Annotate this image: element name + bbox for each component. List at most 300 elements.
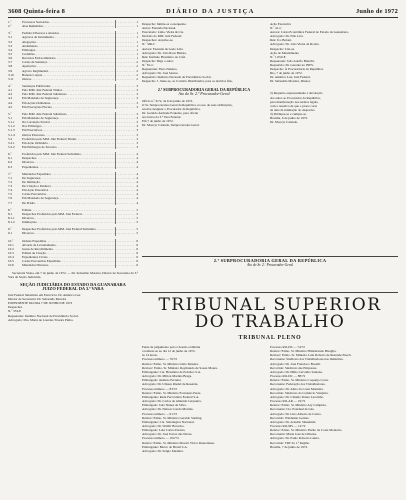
index-block	[8, 208, 138, 225]
pauta-line: Processo número — 76/72	[142, 357, 178, 362]
notice-line: Réu: Ivo Beloni.	[270, 38, 292, 43]
index-row-title: Atas Remetidas	[22, 24, 43, 29]
notice-line: Requerente: João Adolfo Bianchi.	[270, 58, 315, 63]
act-line: para manifestação nos termos legais,	[270, 99, 319, 104]
pauta-line: Relator: Exmo. Sr. Ministro Lima Teixeira.	[142, 361, 199, 366]
index-block	[8, 152, 138, 169]
notice-line: Despacho: Intime-se a exequente.	[142, 22, 187, 26]
pauta-line: Revisor: Exmo. Sr. Ministro Luiz Roberto de Rezende Puech.	[270, 353, 352, 358]
index-row-number: 3.6	[8, 56, 13, 61]
section-line: N.º 353-E	[8, 309, 22, 314]
index-row-page: 2	[136, 76, 138, 81]
section-line: Advogado: Dra. Maria de Lourdes Taveira Pinho.	[8, 317, 74, 322]
index-row-title: Habeas Corpus	[22, 72, 43, 77]
section-line: Juiz Federal Substituto em Exercício: Dr. Américo Luz	[8, 293, 81, 298]
index-row-number: 3.10	[8, 72, 14, 77]
index-row-number: 4.º	[8, 83, 12, 88]
index-page-rule	[115, 112, 116, 149]
index-row-page: 4	[136, 196, 138, 201]
index-row-title: Expedientes Cíveis	[22, 255, 48, 260]
index-row-title: Outros Pareceres	[22, 132, 45, 137]
index-row-page: 2	[136, 60, 138, 65]
index-row-number: 8.1.2	[8, 220, 15, 225]
pauta-line: Processo número — 102/72	[142, 436, 179, 441]
index-page-rule	[115, 84, 116, 109]
act-line: Ofício n.º 6/72, de 6 de junho de 1972.	[142, 98, 194, 103]
act-line: 3) Publique-se e cumpra-se.	[270, 111, 307, 116]
index-row-number: 4.3	[8, 96, 13, 101]
notice-line: Decisão do MM. Juiz Federal:	[142, 34, 183, 39]
tst-title: TRIBUNAL SUPERIOR DO TRABALHO	[158, 295, 382, 332]
index-row-title: Recursos Extraordinários	[22, 56, 56, 61]
index-row-page: 4	[136, 184, 138, 189]
secretaria-notice: Secretaria Viana, em 7 de junho de 1972. — Dr. Sebastião Moreira, Diretor de Secretaria da 3.ª Vara da Seção Judiciária.	[8, 270, 138, 279]
header-page-date: 3608 Quinta-feira 8	[8, 7, 66, 15]
index-row-title: Em Mandado de Segurança	[22, 196, 59, 201]
index-row-page: 1	[136, 31, 138, 36]
notice-line: Autora: Fazenda de Gado Ltda.	[142, 46, 184, 51]
act-line: Brasília, 6 de junho de 1972.	[270, 115, 308, 120]
pauta-line: Advogado: Dr. Hélio Carvalho Santana.	[270, 369, 323, 374]
index-row-number: 10.1	[8, 242, 14, 247]
pauta-line: Processo RO-DC — 88/72	[270, 374, 306, 379]
index-row-page: 1	[136, 51, 138, 56]
index-row-page: 4	[136, 179, 138, 184]
index-row-page: 6	[136, 246, 138, 251]
index-row-title: Nos Embargos	[22, 124, 42, 129]
tst-pauta-left	[142, 345, 266, 453]
index-row-page: 3	[136, 136, 138, 141]
right-column	[270, 20, 398, 124]
section-line: Despachos	[8, 305, 23, 310]
index-block	[8, 84, 138, 109]
index-row-title: Outros	[22, 76, 31, 81]
index-row-title: Em Ação Ordinária	[22, 140, 48, 145]
index-row-page: 6	[136, 238, 138, 243]
index-page-rule	[115, 20, 116, 28]
index-row-number: 3.1	[8, 35, 13, 40]
index-row-number: 5.1.1	[8, 120, 15, 125]
act-line: nos feitos da 3.ª Vara Federal.	[142, 114, 182, 119]
notice-line: N.º 1.050-E	[270, 54, 286, 59]
index-row-page: 1	[136, 35, 138, 40]
index-row-number: 10.2	[8, 246, 14, 251]
pauta-line: Recorrido: Sindicato do Comércio Varejista.	[270, 390, 329, 395]
index-row-page: 1	[136, 24, 138, 29]
index-row-number: 5.1	[8, 115, 13, 120]
index-row-number: 3.5	[8, 51, 13, 56]
index-row-leader	[56, 145, 135, 149]
index-block	[8, 20, 138, 28]
pauta-line: Advogado: Dr. José Francisco Boselli.	[270, 361, 321, 366]
index-row-title: Em Ações Ordinárias	[22, 100, 51, 105]
index-row-page: 6	[136, 259, 138, 264]
index-row-number: 7.7	[8, 200, 13, 205]
index-row	[8, 220, 138, 224]
notice-line: Advogado: Dr. João Vieira da Rocha.	[270, 42, 320, 47]
pauta-line: Processo número — 91/72	[142, 411, 178, 416]
index-row-page: 3	[136, 120, 138, 125]
index-row-page: 4	[136, 160, 138, 165]
index-page-rule	[115, 31, 116, 81]
index-row-title: Despachos Proferidos pelo MM. Juiz Federal Substituto	[22, 227, 96, 232]
middle-column	[142, 20, 266, 127]
index-row-number: 4.1	[8, 88, 13, 93]
index-row	[8, 231, 138, 235]
index-row-number: 3.º	[8, 31, 12, 36]
index-row-number: 3.9	[8, 68, 13, 73]
index-row-page: 2	[136, 64, 138, 69]
index-row	[8, 24, 138, 28]
index-row-title: Sentenças Publicadas	[22, 83, 51, 88]
index-row-title: Em Executivos	[22, 128, 43, 133]
index-row-leader	[51, 105, 135, 109]
notice-line: Requerido: Instituto Nacional de Previdência Social.	[142, 75, 212, 80]
notice-line: Despacho: J. Junte-se, ao Cartório Distribuidor, para os devidos fins.	[142, 79, 233, 84]
pauta-line: Relator: Exmo. Sr. Ministro Coqueijo Costa.	[270, 378, 329, 383]
index-page-rule	[115, 239, 116, 268]
act-line: Dr. Moacyr Catunda.	[270, 120, 298, 125]
index-row-number: 7.º	[8, 171, 12, 176]
index-row	[8, 105, 138, 109]
pauta-line: Embargante: Banco do Brasil S.A.	[142, 444, 188, 449]
index-page-rule	[115, 208, 116, 225]
pauta-line: Relator: Exmo. Sr. Ministro Mozart Victor Russomano.	[142, 440, 216, 445]
index-row-title: Em Mandado de Segurança	[22, 115, 59, 120]
index-page-rule	[115, 172, 116, 205]
index-row-page: 3	[136, 96, 138, 101]
pauta-line: Embargante: Cia. Brasileira de Petróleo S.A.	[142, 369, 202, 374]
index-row-page: 1	[136, 20, 138, 24]
section-lines	[8, 293, 138, 322]
index-row	[8, 201, 138, 205]
index-row-title: Intimações	[22, 220, 37, 225]
index-row-page: 3	[136, 111, 138, 116]
index-row-page: 3	[136, 83, 138, 88]
index-row-page: 2	[136, 72, 138, 77]
notice-line: Requerente: Yuzo Nakano.	[142, 67, 178, 72]
index-row-number: 3.8	[8, 64, 13, 69]
notice-line: Despacho: À Procuradoria da República.	[270, 67, 324, 72]
act-line: Dr. Moacyr Catunda, Subprocurador-Geral.	[142, 123, 200, 128]
notice-line: Ação de Mandamento	[270, 50, 300, 55]
pauta-line: Recorrente: Sindicato dos Trabalhadores nas Indústrias.	[270, 357, 344, 362]
index-row-number: 5.º	[8, 111, 12, 116]
pauta-line: Recorrente: Federação dos Trabalhadores.	[270, 382, 326, 387]
index-row-number: 3.7	[8, 60, 13, 65]
section-line: Diretor de Secretaria: Dr. Sebastião Moreira	[8, 297, 67, 302]
index-row-number: 5.2.2	[8, 144, 15, 149]
right-column-act-text	[270, 91, 398, 124]
index-row-number: 5.2	[8, 136, 13, 141]
index-row-number: 4.4	[8, 100, 13, 105]
notice-line: Advogado: Dr. Nilo Lira.	[270, 34, 304, 39]
index-row-title: Cartas Precatórias	[22, 192, 46, 197]
band-title: 2.ª SUBPROCURADORIA GERAL DA REPÚBLICA	[213, 258, 327, 263]
index-row-title: Apelações	[22, 64, 36, 69]
pgr-band	[142, 259, 398, 268]
index-row-leader	[43, 24, 136, 28]
pauta-line: Recorrido: Sindicato das Empresas.	[270, 365, 318, 370]
index-row-page: 3	[136, 140, 138, 145]
pauta-line: Advogado: Dr. Nelson Corrêa Martins.	[142, 407, 194, 412]
index-row-page: 5	[136, 216, 138, 221]
index-row-leader	[35, 201, 135, 205]
index-row	[8, 263, 138, 267]
index-row-page: 4	[136, 156, 138, 161]
index-row-number: 7.3	[8, 184, 13, 189]
index-row-page: 3	[136, 144, 138, 149]
index-row-page: 3	[136, 92, 138, 97]
index-row-page: 1	[136, 43, 138, 48]
notice-line: Réu: Instituto Brasileiro do Café.	[142, 54, 186, 59]
pauta-line: Processo RO-MS — 12/72	[270, 423, 306, 428]
index-row-page: 4	[136, 152, 138, 157]
index-row-title: Andamento	[22, 43, 38, 48]
notice-line: Executado: Lima, Vieira & Cia.	[142, 30, 184, 35]
index-page-rule	[115, 152, 116, 169]
index-block	[8, 172, 138, 205]
index-row-page: 3	[136, 115, 138, 120]
pauta-line: Embargado: João Nunes da Silva.	[142, 403, 187, 408]
pauta-line: Recorrido: TRT da 1.ª Região.	[270, 440, 310, 445]
index-row-number: 7.2	[8, 179, 13, 184]
index-block	[8, 239, 138, 268]
index-row-page: 1	[136, 39, 138, 44]
page-header	[8, 6, 398, 16]
index-page-rule	[115, 227, 116, 235]
pauta-line: Processo número — 83/72	[142, 386, 178, 391]
index-row-number: 6.3	[8, 164, 13, 169]
index-row-number: 3.2	[8, 39, 13, 44]
notice-line: Ação Executiva	[270, 22, 291, 26]
notice-line: Autora: Caixa Econômica Federal do Estado da Guanabara.	[270, 30, 349, 35]
index-row-title: De Intimação	[22, 179, 40, 184]
index-row-number: 8.º	[8, 207, 12, 212]
section-line: EXPEDIENTE DO DIA 7 DE JUNHO DE 1972	[8, 301, 73, 306]
pgr-subtitle: Ato do Sr. 2.º Procurador-Geral	[178, 91, 230, 97]
pauta-line: Embargante: Rede Ferroviária Federal S.A.	[142, 394, 200, 399]
pauta-line: Advogado: Dr. Alino da Costa Monteiro.	[270, 386, 324, 391]
pauta-line: Advogado: Dr. Waldir Barcelos.	[142, 423, 185, 428]
index-row-number: 7.5	[8, 192, 13, 197]
index-row-title: De Prisão	[22, 200, 35, 205]
index-row-page: 3	[136, 88, 138, 93]
index-row-title: Despachos	[22, 156, 37, 161]
index-row-page: 4	[136, 192, 138, 197]
act-line: O Sr. Subprocurador-Geral da República, no uso de suas atribuições,	[142, 102, 233, 107]
index-row-title: Pelo MM. Juiz Federal Substituto	[22, 111, 67, 116]
section-subtitle: JUIZO FEDERAL DA 3.ª VARA	[42, 285, 104, 291]
index-row-leader	[38, 165, 135, 169]
tst-subtitle: TRIBUNAL PLENO	[238, 335, 302, 341]
pgr-banner: 2.ª SUBPROCURADORIA GERAL DA REPÚBLICA	[157, 87, 251, 93]
index-row-number: 4.5	[8, 104, 13, 109]
index-row-title: Agravo Regimental	[22, 68, 48, 73]
index-row-page: 4	[136, 175, 138, 180]
pauta-line: Advogado: Dr. Ulisses Riedel de Resende.	[142, 382, 199, 387]
index-block	[8, 112, 138, 149]
index-row-number: 6.1	[8, 156, 13, 161]
index-row	[8, 145, 138, 149]
index-row-page: 4	[136, 164, 138, 169]
index-row-page: 3	[136, 104, 138, 109]
notice-line: Dr. Sebastião Moreira, Diretor.	[270, 79, 311, 84]
pauta-line: às 14 horas.	[142, 353, 158, 358]
middle-column-notices	[142, 22, 266, 83]
index-row-title: Pedidos Diversos e Atuados	[22, 31, 59, 36]
pauta-line: Brasília, 7 de junho de 1972.	[270, 444, 308, 449]
notice-line: N.º 366-C	[142, 42, 156, 47]
band-subtitle: Ato do Sr. 2.º Procurador-Geral	[246, 263, 294, 268]
index-row-title: Em Embargos de Terceiro	[22, 144, 57, 149]
index-row-number: 10.5	[8, 259, 14, 264]
index-row-title: Editais	[22, 207, 32, 212]
index-row-number: 3.4	[8, 47, 13, 52]
pauta-line: Advogado: Dr. Arnaldo Süssekind.	[270, 419, 317, 424]
index-row-title: Alegações	[22, 39, 36, 44]
act-line: da data da intimação do despacho.	[270, 107, 316, 112]
pauta-line: Embargante: Cia. Siderúrgica Nacional.	[142, 419, 195, 424]
act-line: dos autos ao Procurador da República,	[270, 95, 321, 100]
index-row-title: Processos Sorteados	[22, 20, 49, 24]
pauta-line: Relator: Exmo. Sr. Ministro Geraldo Starling.	[142, 415, 203, 420]
index-row-page: 3	[136, 128, 138, 133]
index-row-title: Ordens Expedidas	[22, 238, 47, 243]
index-row-title: Expedientes	[22, 164, 39, 169]
index-row	[8, 77, 138, 81]
header-masthead: DIÁRIO DA JUSTIÇA	[166, 7, 255, 15]
index-row-title: Cartas de Sentença	[22, 60, 48, 65]
index-row-number: 8.1.1	[8, 216, 15, 221]
pgr-act-text	[142, 99, 266, 128]
index-row-title: De Segurança	[22, 175, 41, 180]
index-row-number: 7.6	[8, 196, 13, 201]
pauta-line: Relator: Exmo. Sr. Ministro Thélio da Costa Monteiro.	[270, 428, 343, 433]
notice-line: N.º 81-C	[142, 62, 154, 67]
header-month: Junho de 1972	[355, 7, 398, 15]
index-row-title: Mandados Expedidos	[22, 171, 51, 176]
notice-line: Despachos: Arquive-se.	[142, 38, 174, 43]
index-row-title: Certidões	[22, 51, 35, 56]
notice-line: N.º 41-C	[270, 26, 282, 31]
index-row-title: Pelo MM. Juiz Federal Substituto	[22, 92, 67, 97]
index-row-page: 1	[136, 56, 138, 61]
notice-line: Autos: Fazenda Nacional.	[142, 26, 177, 31]
pauta-line: Advogado: Dr. Lino Alberto de Castro.	[270, 411, 322, 416]
index-row-page: 1	[136, 47, 138, 52]
index-row-page: 5	[136, 227, 138, 232]
index-row-title: Na Correição Parcial	[22, 120, 50, 125]
act-line: resolve designar o Procurador da República,	[142, 106, 201, 111]
index-row-number: 5.1.2	[8, 124, 15, 129]
index-row-number: 1.º	[8, 20, 12, 24]
section-line: Requerente: Instituto Nacional de Previdência Social.	[8, 313, 79, 318]
index-row-page: 2	[136, 68, 138, 73]
index-row-number: 10.4	[8, 255, 14, 260]
section-banner: SEÇÃO JUDICIÁRIA DO ESTADO DA GUANABARA	[20, 281, 126, 287]
index-row-page: 6	[136, 242, 138, 247]
pauta-line: Relator: Exmo. Sr. Ministro Hildebrando Bisaglia.	[270, 349, 337, 354]
index-row-page: 4	[136, 188, 138, 193]
band-rule-bottom	[142, 292, 398, 293]
index-row-number: 6.º	[8, 152, 12, 157]
index-row-title: Cartas Precatórias Expedidas	[22, 259, 61, 264]
index-row-number: 5.2.1	[8, 140, 15, 145]
act-line: com a ressalva de que o prazo corre	[270, 103, 318, 108]
pauta-line: Embargado: Antônio Ferreira.	[142, 378, 182, 383]
index-row-title: Proferidos pelo MM. Juiz Federal Titular	[22, 136, 77, 141]
notice-line: Despacho: Diga o autor.	[142, 58, 174, 63]
col1-tail	[8, 271, 138, 322]
index-row-title: Mandados Diversos	[22, 263, 49, 268]
act-line: Em 7 de junho de 1972.	[142, 119, 174, 124]
index-row-number: 2.º	[8, 24, 12, 29]
index-row-number: 4.2	[8, 92, 13, 97]
index-row-number: 5.1.3	[8, 128, 15, 133]
index-row-page: 5	[136, 231, 138, 236]
index-row-page: 4	[136, 200, 138, 205]
index-row-leader	[36, 220, 135, 224]
pauta-line: Recorrente: Cia. Estadual de Gás.	[270, 407, 315, 412]
index-row-number: 10.º	[8, 238, 14, 243]
pauta-line: Processo RO-AR — 19/72	[270, 399, 306, 404]
index-row-title: Diversos	[22, 216, 34, 221]
notice-line: Advogado: Dr. José Santos.	[142, 71, 179, 76]
index-column	[8, 20, 138, 322]
index-row-page: 5	[136, 211, 138, 216]
pauta-line: Recorrente: Maria José de Oliveira.	[270, 432, 317, 437]
index-row	[8, 165, 138, 169]
index-row-number: 5.1.4	[8, 132, 15, 137]
pauta-line: Advogado: Dr. Sérgio Madeira.	[142, 448, 184, 453]
index-row-page: 6	[136, 255, 138, 260]
index-row-page: 3	[136, 132, 138, 137]
index-row-title: Guias de Recolhimento	[22, 246, 53, 251]
pauta-line: Advogado: Dr. Milton Martins Braga.	[142, 374, 192, 379]
index-row-number: 10.3	[8, 251, 14, 256]
index-row-number: 6.2	[8, 160, 13, 165]
index-row-page: 3	[136, 124, 138, 129]
index-block	[8, 227, 138, 235]
index-row-title: Em Mandado de Segurança	[22, 96, 59, 101]
index-row-page: 6	[136, 251, 138, 256]
notice-line: Dr. Américo Luz, Juiz Federal.	[270, 75, 311, 80]
index-row-number: 9.º	[8, 227, 12, 232]
index-row-title: Em Execuções Fiscais	[22, 104, 52, 109]
pauta-line: a realizar-se no dia 12 de junho de 1972,	[142, 349, 196, 354]
right-column-notices	[270, 22, 398, 83]
notice-line: Requerido: Dr. Gerente do INPS.	[270, 62, 314, 67]
index-row-title: Agravos de Instrumento	[22, 35, 54, 40]
tst-pauta-right	[270, 345, 398, 449]
pauta-line: Advogado: Dr. Paulo Roberto Lauria.	[270, 436, 320, 441]
act-line: 2) Requeiro expressamente a devolução	[270, 91, 323, 96]
index-row-number: 3.11	[8, 76, 14, 81]
index-row-leader	[48, 263, 135, 267]
index-row-page: 5	[136, 220, 138, 225]
pauta-line: Recorrido: Waldemar Gomes.	[270, 415, 310, 420]
index-row-title: De Citação e Penhora	[22, 184, 51, 189]
notice-line: Rio, 7 de junho de 1972.	[270, 71, 303, 76]
header-rule	[8, 17, 398, 18]
index-row-number: 7.1	[8, 175, 13, 180]
index-row-title: Despachos Proferidos pelo MM. Juiz Federal	[22, 211, 82, 216]
index-block	[8, 31, 138, 81]
index-row-page: 6	[136, 263, 138, 268]
pauta-line: Pauta de julgamento para a Sessão ordinária	[142, 345, 201, 349]
index-row-title: Diversos	[22, 160, 34, 165]
